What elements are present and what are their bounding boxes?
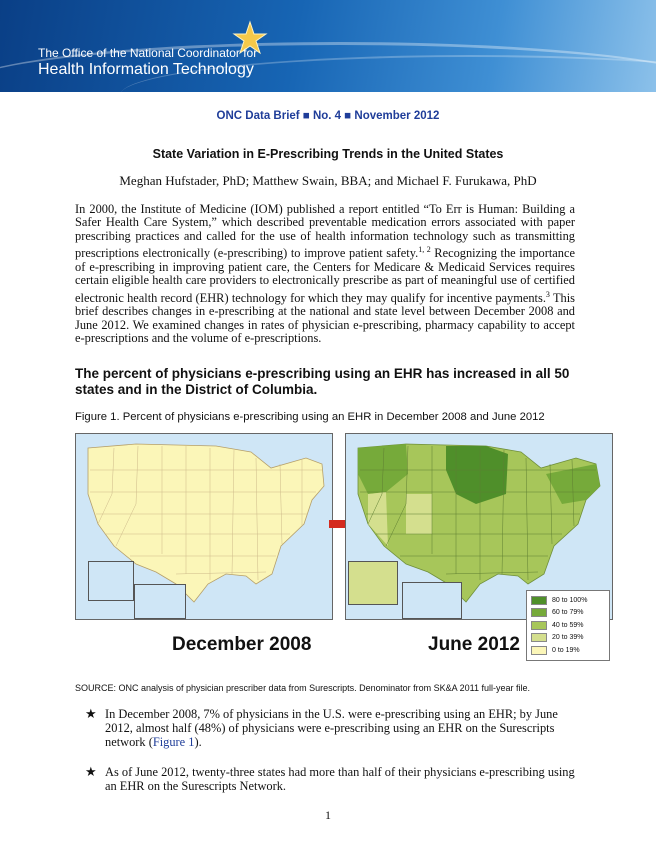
- legend-label: 60 to 79%: [552, 609, 584, 617]
- hawaii-inset: [402, 582, 462, 619]
- bullet-text-end: ).: [194, 735, 202, 749]
- legend-swatch: [531, 621, 547, 630]
- legend-label: 80 to 100%: [552, 596, 588, 604]
- left-map-label: December 2008: [172, 634, 312, 655]
- section-heading: The percent of physicians e-prescribing using an EHR has increased in all 50 states and in the District of Columbia.: [75, 366, 570, 397]
- legend-row: [531, 632, 605, 645]
- header-line1: The Office of the National Coordinator for: [38, 46, 258, 60]
- bullet-item: [85, 765, 585, 793]
- hawaii-inset: [134, 584, 186, 619]
- legend-label: 40 to 59%: [552, 621, 584, 629]
- authors: Meghan Hufstader, PhD; Matthew Swain, BBA; and Michael F. Furukawa, PhD: [119, 173, 537, 188]
- header-banner: [0, 0, 656, 92]
- brief-label: ONC Data Brief ■ No. 4 ■ November 2012: [216, 110, 440, 122]
- intro-paragraph: [75, 203, 575, 345]
- bullet-text: In December 2008, 7% of physicians in the U.S. were e-prescribing using an EHR; by June 2012, almost half (48%) of physicians were e-prescribing using an EHR on the Surescripts network (: [105, 707, 558, 749]
- legend-label: 0 to 19%: [552, 646, 580, 654]
- legend-row: [531, 619, 605, 632]
- footnote-ref: 3: [545, 289, 550, 299]
- source-note: SOURCE: ONC analysis of physician prescriber data from Surescripts. Denominator from SK&A 2011 full-year file.: [75, 683, 531, 693]
- map-december-2008: [75, 433, 333, 620]
- map-legend: [526, 590, 610, 661]
- legend-row: [531, 594, 605, 607]
- legend-label: 20 to 39%: [552, 634, 584, 642]
- bullet-item: [85, 707, 585, 749]
- legend-swatch: [531, 608, 547, 617]
- legend-row: [531, 607, 605, 620]
- bullet-text: As of June 2012, twenty-three states had more than half of their physicians e-prescribing using an EHR on the Surescripts Network.: [105, 765, 575, 793]
- footnote-ref: 1, 2: [418, 245, 431, 255]
- intro-text-3: This brief describes changes in e-prescribing at the national and state level between December 2008 and June 2012. We examined changes in rates of physician e-prescribing, pharmacy capability to accept e-prescriptions and the volume of e-prescriptions.: [75, 290, 575, 345]
- page-title: State Variation in E-Prescribing Trends in the United States: [152, 147, 504, 161]
- page-number: 1: [325, 808, 331, 822]
- star-bullet-icon: ★: [85, 764, 97, 779]
- alaska-inset: [348, 561, 398, 605]
- star-bullet-icon: ★: [85, 706, 97, 721]
- intro-text-1: In 2000, the Institute of Medicine (IOM) published a report entitled “To Err is Human: Building a Safer Health Care System,” which described preventable medication errors associated with paper prescribing practices and called for the use of health information technology such as transmitting prescriptions electronically (e-prescribing) to improve patient safety.: [75, 202, 575, 261]
- figure-caption: Figure 1. Percent of physicians e-prescribing using an EHR in December 2008 and June 2012: [75, 411, 545, 423]
- header-line2: Health Information Technology: [38, 61, 254, 78]
- legend-row: [531, 644, 605, 657]
- legend-swatch: [531, 646, 547, 655]
- alaska-inset: [88, 561, 134, 601]
- legend-swatch: [531, 633, 547, 642]
- right-map-label: June 2012: [428, 634, 520, 655]
- legend-swatch: [531, 596, 547, 605]
- figure-link[interactable]: Figure 1: [152, 735, 195, 749]
- intro-text-2: Recognizing the importance of e-prescribing in improving patient care, the Centers for Medicare & Medicaid Services requires certain eligible health care providers to electronically prescribe as part of meaningful use of certified electronic health record (EHR) technology for which they may qualify for incentive payments.: [75, 246, 576, 305]
